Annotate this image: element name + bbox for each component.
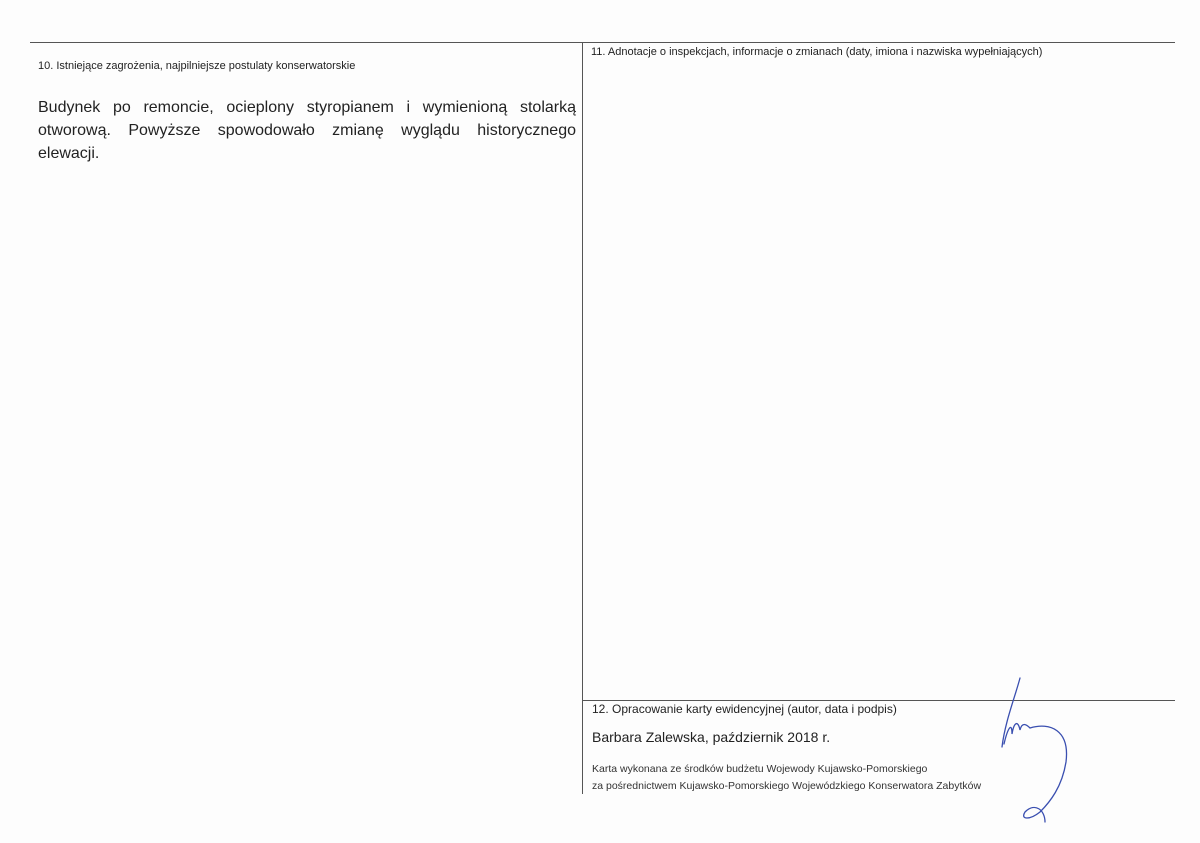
section-12-heading: 12. Opracowanie karty ewidencyjnej (autor, data i podpis) [592,702,897,716]
section-10-heading: 10. Istniejące zagrożenia, najpilniejsze postulaty konserwatorskie [38,60,356,72]
signature-image [990,672,1080,832]
author-date: Barbara Zalewska, październik 2018 r. [592,729,831,745]
funding-line-1: Karta wykonana ze środków budżetu Wojewody Kujawsko-Pomorskiego [592,763,928,775]
section-10-body: Budynek po remoncie, ocieplony styropianem i wymienioną stolarką otworową. Powyższe spowodowało zmianę wyglądu historycznego elewacji. [38,99,576,162]
column-divider [582,42,583,794]
funding-line-2: za pośrednictwem Kujawsko-Pomorskiego Wojewódzkiego Konserwatora Zabytków [592,780,982,792]
section-11-heading: 11. Adnotacje o inspekcjach, informacje o zmianach (daty, imiona i nazwiska wypełniających) [591,46,1043,58]
top-rule [30,42,1175,43]
section-12-rule [582,700,1175,701]
